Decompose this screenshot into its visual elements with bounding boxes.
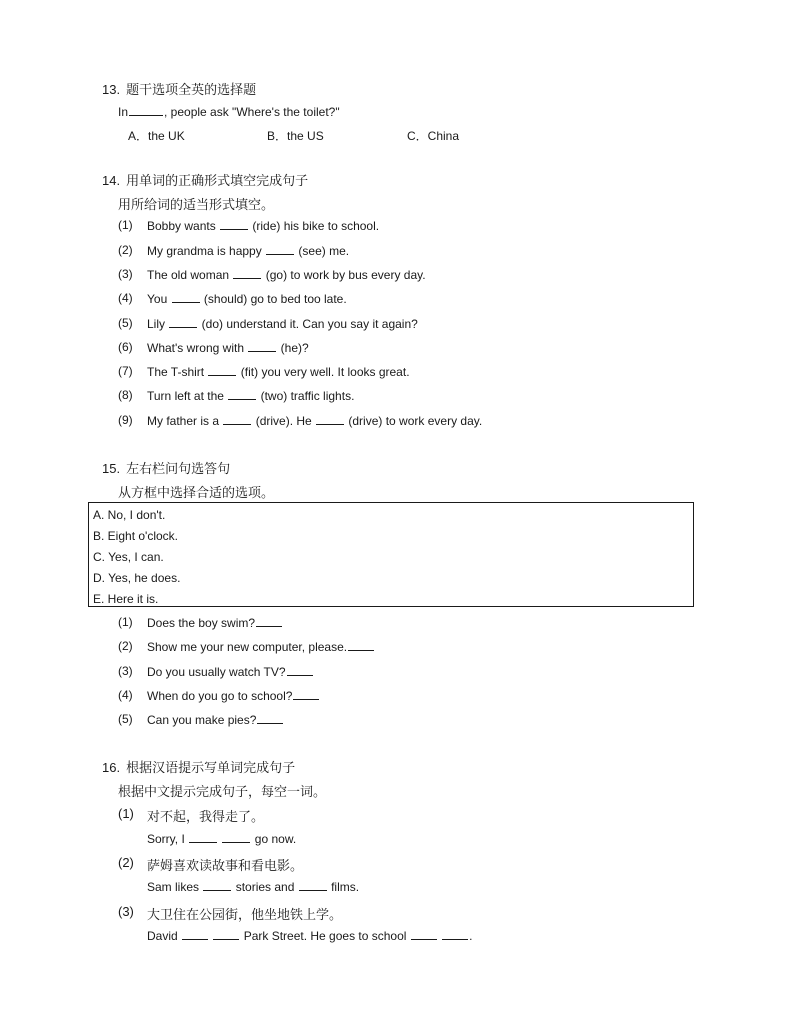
sentence-part: The old woman [147,268,233,282]
sentence-part: Lily [147,317,169,331]
answer-blank[interactable] [257,712,283,724]
answer-blank[interactable] [233,267,261,279]
fill-sentence-9 [147,413,482,428]
question-16-instruction: 根据中文提示完成句子，每空一词。 [118,784,327,799]
match-question-3 [147,664,314,679]
sentence-part: (fit) you very well. It looks great. [237,365,410,379]
choice-d: D. Yes, he does. [93,571,181,585]
item-number: (7) [118,364,133,378]
choice-b: B. Eight o'clock. [93,529,178,543]
question-text: When do you go to school? [147,689,293,703]
question-number: 16. [102,760,121,775]
option-letter: C． [407,129,428,143]
answer-blank[interactable] [256,615,282,627]
question-title: 题干选项全英的选择题 [126,82,257,97]
answer-blank[interactable] [411,928,437,940]
item-number: (3) [118,664,133,678]
answer-blank[interactable] [213,928,239,940]
option-text: the US [287,129,324,143]
answer-blank[interactable] [299,879,327,891]
match-question-1 [147,615,283,630]
fill-sentence-8 [147,388,354,403]
answer-blank[interactable] [182,928,208,940]
item-number: (1) [118,806,134,821]
question-15-heading [102,458,230,477]
item-number: (1) [118,218,133,232]
sentence-part: Park Street. He goes to school [240,929,410,943]
sentence-part: Sorry, I [147,832,189,846]
sentence-part: Bobby wants [147,219,220,233]
sentence-part: (go) to work by bus every day. [262,268,426,282]
option-c[interactable] [407,127,459,144]
choice-a: A. No, I don't. [93,508,166,522]
question-title: 左右栏问句选答句 [126,461,231,476]
answer-blank[interactable] [293,688,319,700]
sentence-part: Turn left at the [147,389,228,403]
sentence-part: The T-shirt [147,365,208,379]
sentence-part: . [469,929,473,943]
question-13-stem [118,104,340,119]
answer-blank[interactable] [248,340,276,352]
match-question-4 [147,688,320,703]
sentence-part: (he)? [277,341,309,355]
translation-sentence-2 [147,879,359,894]
option-letter: A． [128,129,149,143]
fill-sentence-5 [147,316,418,331]
item-number: (4) [118,291,133,305]
choice-e: E. Here it is. [93,592,159,606]
answer-blank[interactable] [222,831,250,843]
answer-choices-box [88,502,694,607]
match-question-5 [147,712,284,727]
answer-blank[interactable] [169,316,197,328]
item-number: (3) [118,904,134,919]
sentence-part: (should) go to bed too late. [200,292,347,306]
question-number: 13. [102,82,121,97]
sentence-part: stories and [232,880,298,894]
answer-blank[interactable] [208,364,236,376]
item-number: (5) [118,316,133,330]
sentence-part: (ride) his bike to school. [249,219,380,233]
question-16-heading [102,757,295,776]
fill-sentence-2 [147,243,349,258]
question-text: Do you usually watch TV? [147,665,286,679]
question-13-heading [102,79,256,98]
question-15-instruction: 从方框中选择合适的选项。 [118,485,275,500]
item-number: (1) [118,615,133,629]
stem-text-before: In [118,105,129,119]
question-title: 根据汉语提示写单词完成句子 [126,760,296,775]
translation-sentence-3 [147,928,472,943]
item-number: (8) [118,388,133,402]
item-number: (3) [118,267,133,281]
question-number: 15. [102,461,121,476]
answer-blank[interactable] [223,413,251,425]
translation-sentence-1 [147,831,296,846]
option-text: the UK [148,129,185,143]
choice-c: C. Yes, I can. [93,550,164,564]
stem-text-after: , people ask "Where's the toilet?" [164,105,340,119]
sentence-part: (two) traffic lights. [257,389,355,403]
answer-blank[interactable] [442,928,468,940]
answer-blank[interactable] [287,664,313,676]
answer-blank[interactable] [266,243,294,255]
question-text: Does the boy swim? [147,616,256,630]
question-14-heading [102,170,308,189]
sentence-part: My grandma is happy [147,244,266,258]
item-number: (4) [118,688,133,702]
item-number: (2) [118,243,133,257]
fill-sentence-6 [147,340,309,355]
question-text: Can you make pies? [147,713,257,727]
sentence-part: go now. [251,832,297,846]
sentence-part: David [147,929,182,943]
fill-sentence-7 [147,364,410,379]
chinese-prompt-3: 大卫住在公园街，他坐地铁上学。 [147,907,343,922]
answer-blank[interactable] [189,831,217,843]
item-number: (2) [118,639,133,653]
sentence-part: Sam likes [147,880,203,894]
question-number: 14. [102,173,121,188]
chinese-prompt-2: 萨姆喜欢读故事和看电影。 [147,858,304,873]
fill-sentence-1 [147,218,379,233]
chinese-prompt-1: 对不起，我得走了。 [147,809,265,824]
sentence-part: My father is a [147,414,223,428]
option-b[interactable] [267,127,324,144]
item-number: (2) [118,855,134,870]
answer-blank[interactable] [203,879,231,891]
answer-blank[interactable] [129,104,163,116]
sentence-part: You [147,292,171,306]
match-question-2 [147,639,375,654]
answer-blank[interactable] [348,639,374,651]
option-a[interactable] [128,127,185,144]
sentence-part: (see) me. [295,244,350,258]
sentence-part: (drive). He [252,414,316,428]
option-text: China [427,129,460,143]
answer-blank[interactable] [228,388,256,400]
answer-blank[interactable] [220,218,248,230]
question-text: Show me your new computer, please. [147,640,348,654]
question-14-instruction: 用所给词的适当形式填空。 [118,197,275,212]
answer-blank[interactable] [172,291,200,303]
item-number: (6) [118,340,133,354]
item-number: (9) [118,413,133,427]
item-number: (5) [118,712,133,726]
sentence-part: (do) understand it. Can you say it again? [198,317,418,331]
question-title: 用单词的正确形式填空完成句子 [126,173,309,188]
sentence-part: films. [327,880,360,894]
fill-sentence-3 [147,267,426,282]
sentence-part: (drive) to work every day. [345,414,483,428]
option-letter: B． [267,129,288,143]
sentence-part: What's wrong with [147,341,248,355]
fill-sentence-4 [147,291,347,306]
answer-blank[interactable] [316,413,344,425]
